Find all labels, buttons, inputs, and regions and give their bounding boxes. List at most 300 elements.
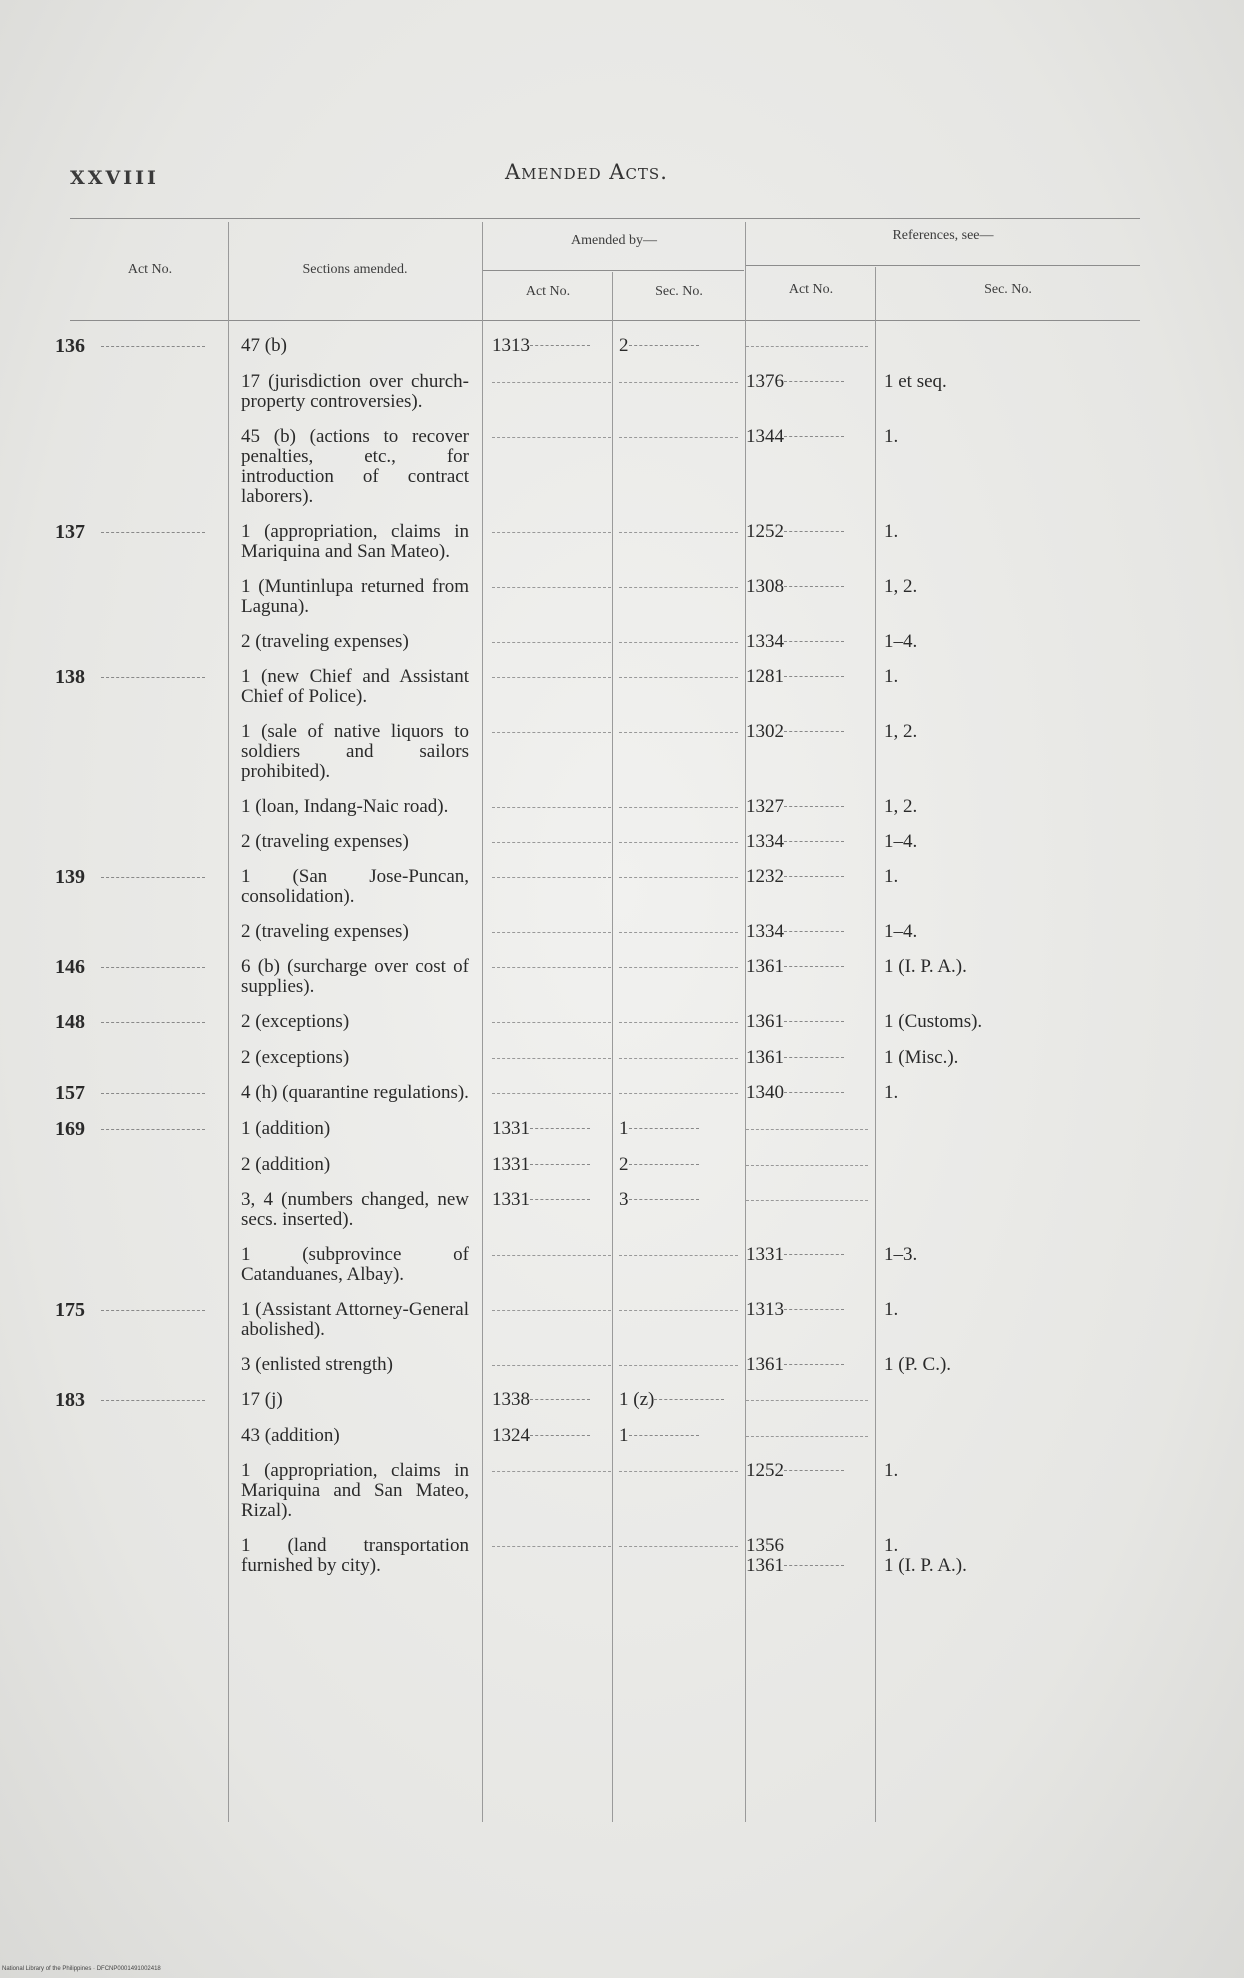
ref-sec-cell	[876, 1012, 1128, 1048]
ref-act-value: 1313	[746, 1299, 784, 1320]
amended-act-cell	[492, 867, 619, 922]
ref-sec-cell	[876, 1245, 1128, 1300]
ref-act-value: 1376	[746, 371, 784, 392]
amended-act-value: 1313	[492, 335, 530, 356]
leader-dots	[629, 1128, 699, 1129]
section-cell	[229, 372, 492, 427]
blank-leader	[619, 522, 738, 533]
ref-sec-cell	[876, 1536, 1128, 1591]
ref-sec-cell	[876, 632, 1128, 667]
leader-dots	[784, 1057, 844, 1058]
ref-act-cell	[746, 1048, 876, 1083]
table-row	[55, 1155, 1128, 1190]
section-cell	[229, 577, 492, 632]
leader-dots	[629, 1435, 699, 1436]
table-row	[55, 722, 1128, 797]
section-cell	[229, 667, 492, 722]
table-row	[55, 427, 1128, 522]
ref-sec-value: 1 (I. P. A.).	[884, 956, 967, 977]
ref-act-cell	[746, 632, 876, 667]
ref-sec-value: 1.	[884, 1460, 899, 1481]
table-body	[55, 336, 1128, 1591]
leader-dots	[629, 345, 699, 346]
section-cell	[229, 1536, 492, 1591]
ref-act-cell	[746, 832, 876, 867]
header-bottom-rule	[70, 320, 1140, 321]
amended-sec-cell	[619, 832, 746, 867]
leader-dots	[101, 346, 205, 347]
table-row	[55, 832, 1128, 867]
blank-leader	[746, 1190, 868, 1201]
blank-leader	[492, 1461, 611, 1472]
table-row	[55, 1048, 1128, 1083]
table-row	[55, 667, 1128, 722]
table-row	[55, 632, 1128, 667]
amended-sec-value: 3	[619, 1189, 629, 1210]
ref-sec-cell	[876, 1390, 1128, 1426]
leader-dots	[784, 966, 844, 967]
ref-act-value: 1281	[746, 666, 784, 687]
act-no-cell	[55, 1536, 229, 1591]
ref-sec-value: 1.	[884, 1299, 899, 1320]
section-cell	[229, 832, 492, 867]
blank-leader	[619, 1245, 738, 1256]
act-number: 139	[55, 866, 85, 888]
ref-act-value: 1302	[746, 721, 784, 742]
blank-leader	[492, 1083, 611, 1094]
leader-dots	[629, 1199, 699, 1200]
amended-sec-cell	[619, 336, 746, 372]
leader-dots	[784, 586, 844, 587]
leader-dots	[784, 676, 844, 677]
ref-act-cell	[746, 957, 876, 1012]
leader-dots	[784, 1254, 844, 1255]
amended-act-cell	[492, 1426, 619, 1461]
ref-sec-value: 1–4.	[884, 631, 918, 652]
act-no-cell	[55, 1190, 229, 1245]
blank-leader	[619, 1012, 738, 1023]
blank-leader	[492, 1245, 611, 1256]
amended-act-value: 1331	[492, 1118, 530, 1139]
section-text: 1 (Assistant Attorney-General abolished).	[241, 1299, 469, 1340]
page-number: XXVIII	[70, 167, 159, 189]
leader-dots	[784, 731, 844, 732]
blank-leader	[619, 577, 738, 588]
amended-sec-cell	[619, 1083, 746, 1119]
header-amended-sec-no: Sec. No.	[655, 284, 703, 299]
section-text: 17 (j)	[241, 1389, 283, 1410]
amended-act-cell	[492, 632, 619, 667]
section-text: 3 (enlisted strength)	[241, 1354, 393, 1375]
section-cell	[229, 957, 492, 1012]
amended-act-cell	[492, 1190, 619, 1245]
amended-act-cell	[492, 1119, 619, 1155]
ref-sec-value: 1.	[884, 1082, 899, 1103]
blank-leader	[619, 372, 738, 383]
table-row	[55, 372, 1128, 427]
amended-sec-cell	[619, 1190, 746, 1245]
amended-act-cell	[492, 1355, 619, 1390]
amended-sec-cell	[619, 1012, 746, 1048]
leader-dots	[101, 532, 205, 533]
ref-act-value: 1334	[746, 831, 784, 852]
ref-sec-value: 1.	[884, 866, 899, 887]
page-title-text: Amended Acts.	[505, 160, 668, 184]
section-cell	[229, 632, 492, 667]
amended-act-cell	[492, 336, 619, 372]
leader-dots	[784, 806, 844, 807]
section-text: 45 (b) (actions to recover penalties, etc., for introduction of contract laborers).	[241, 426, 469, 507]
blank-leader	[492, 1300, 611, 1311]
leader-dots	[101, 1310, 205, 1311]
ref-act-cell	[746, 522, 876, 577]
section-cell	[229, 1119, 492, 1155]
leader-dots	[784, 1565, 844, 1566]
table-top-rule	[70, 218, 1140, 219]
section-cell	[229, 1083, 492, 1119]
ref-act-value: 1356 1361	[746, 1535, 784, 1576]
blank-leader	[619, 867, 738, 878]
amended-act-cell	[492, 832, 619, 867]
ref-act-cell	[746, 336, 876, 372]
amended-sec-value: 2	[619, 1154, 629, 1175]
ref-act-cell	[746, 1119, 876, 1155]
act-no-cell	[55, 1083, 229, 1119]
section-text: 6 (b) (surcharge over cost of supplies).	[241, 956, 469, 997]
section-text: 2 (traveling expenses)	[241, 631, 409, 652]
ref-sec-cell	[876, 1190, 1128, 1245]
act-no-cell	[55, 922, 229, 957]
section-text: 2 (exceptions)	[241, 1011, 350, 1032]
act-no-cell	[55, 1245, 229, 1300]
section-cell	[229, 722, 492, 797]
leader-dots	[530, 1128, 590, 1129]
act-no-cell	[55, 667, 229, 722]
ref-sec-value: 1.	[884, 666, 899, 687]
ref-act-value: 1361	[746, 956, 784, 977]
amended-act-value: 1331	[492, 1189, 530, 1210]
amended-act-cell	[492, 797, 619, 832]
amended-act-cell	[492, 1155, 619, 1190]
amended-sec-cell	[619, 1300, 746, 1355]
blank-leader	[492, 797, 611, 808]
section-text: 1 (San Jose-Puncan, consolidation).	[241, 866, 469, 907]
section-text: 1 (sale of native liquors to soldiers and sailors prohibited).	[241, 721, 469, 782]
ref-sec-cell	[876, 957, 1128, 1012]
act-no-cell	[55, 797, 229, 832]
leader-dots	[101, 1129, 205, 1130]
act-number: 169	[55, 1118, 85, 1140]
leader-dots	[101, 1400, 205, 1401]
ref-sec-cell	[876, 1155, 1128, 1190]
blank-leader	[492, 667, 611, 678]
section-text: 1 (new Chief and Assistant Chief of Police).	[241, 666, 469, 707]
amended-sec-cell	[619, 922, 746, 957]
amended-sec-value: 2	[619, 335, 629, 356]
section-text: 2 (traveling expenses)	[241, 831, 409, 852]
amended-sec-cell	[619, 797, 746, 832]
act-no-cell	[55, 632, 229, 667]
leader-dots	[101, 1093, 205, 1094]
ref-act-cell	[746, 1300, 876, 1355]
ref-sec-cell	[876, 1300, 1128, 1355]
amended-sec-cell	[619, 1390, 746, 1426]
act-no-cell	[55, 1355, 229, 1390]
leader-dots	[784, 641, 844, 642]
section-cell	[229, 1355, 492, 1390]
act-no-cell	[55, 1155, 229, 1190]
amended-acts-table	[55, 336, 1128, 1591]
section-cell	[229, 867, 492, 922]
act-no-cell	[55, 1390, 229, 1426]
ref-act-cell	[746, 1245, 876, 1300]
amended-sec-value: 1 (z)	[619, 1389, 655, 1410]
ref-sec-value: 1 (Misc.).	[884, 1047, 959, 1068]
leader-dots	[784, 876, 844, 877]
ref-sec-cell	[876, 372, 1128, 427]
act-no-cell	[55, 1461, 229, 1536]
ref-act-value: 1252	[746, 1460, 784, 1481]
ref-sec-value: 1. 1 (I. P. A.).	[884, 1535, 967, 1576]
header-ref-sec-no: Sec. No.	[984, 282, 1032, 297]
section-cell	[229, 1012, 492, 1048]
blank-leader	[746, 1426, 868, 1437]
ref-sec-cell	[876, 1355, 1128, 1390]
blank-leader	[492, 427, 611, 438]
amended-sec-cell	[619, 522, 746, 577]
ref-act-cell	[746, 1426, 876, 1461]
act-no-cell	[55, 336, 229, 372]
ref-sec-cell	[876, 867, 1128, 922]
header-act-no: Act No.	[127, 262, 173, 277]
ref-act-value: 1340	[746, 1082, 784, 1103]
amended-act-cell	[492, 577, 619, 632]
leader-dots	[784, 931, 844, 932]
ref-act-cell	[746, 1083, 876, 1119]
amended-act-cell	[492, 522, 619, 577]
ref-act-value: 1361	[746, 1047, 784, 1068]
amended-sec-cell	[619, 667, 746, 722]
ref-act-value: 1331	[746, 1244, 784, 1265]
ref-act-value: 1344	[746, 426, 784, 447]
blank-leader	[619, 632, 738, 643]
blank-leader	[492, 372, 611, 383]
amended-sec-cell	[619, 1536, 746, 1591]
amended-act-cell	[492, 1012, 619, 1048]
section-text: 1 (appropriation, claims in Mariquina and San Mateo).	[241, 521, 469, 562]
act-no-cell	[55, 1119, 229, 1155]
ref-sec-cell	[876, 577, 1128, 632]
header-amended-by: Amended by—	[571, 233, 657, 248]
section-text: 1 (addition)	[241, 1118, 331, 1139]
leader-dots	[530, 1435, 590, 1436]
ref-sec-value: 1.	[884, 426, 899, 447]
blank-leader	[619, 832, 738, 843]
ref-sec-cell	[876, 797, 1128, 832]
leader-dots	[784, 381, 844, 382]
amended-sec-cell	[619, 1155, 746, 1190]
act-no-cell	[55, 372, 229, 427]
ref-sec-value: 1.	[884, 521, 899, 542]
blank-leader	[746, 1155, 868, 1166]
act-no-cell	[55, 1012, 229, 1048]
section-text: 1 (land transportation furnished by city).	[241, 1535, 469, 1576]
act-number: 148	[55, 1011, 85, 1033]
section-cell	[229, 1426, 492, 1461]
leader-dots	[101, 677, 205, 678]
ref-sec-cell	[876, 1461, 1128, 1536]
section-cell	[229, 1190, 492, 1245]
blank-leader	[619, 427, 738, 438]
ref-act-cell	[746, 667, 876, 722]
amended-by-rule	[482, 270, 744, 271]
leader-dots	[101, 967, 205, 968]
header-amended-act-no: Act No.	[525, 284, 571, 299]
act-number: 146	[55, 956, 85, 978]
ref-sec-cell	[876, 522, 1128, 577]
ref-act-value: 1361	[746, 1354, 784, 1375]
act-no-cell	[55, 867, 229, 922]
leader-dots	[784, 1021, 844, 1022]
blank-leader	[492, 1048, 611, 1059]
act-number: 157	[55, 1082, 85, 1104]
amended-act-cell	[492, 1048, 619, 1083]
ref-sec-cell	[876, 1083, 1128, 1119]
act-no-cell	[55, 1048, 229, 1083]
blank-leader	[492, 1536, 611, 1547]
table-row	[55, 1536, 1128, 1591]
act-number: 137	[55, 521, 85, 543]
section-text: 3, 4 (numbers changed, new secs. inserted).	[241, 1189, 469, 1230]
blank-leader	[619, 797, 738, 808]
blank-leader	[619, 1355, 738, 1366]
section-cell	[229, 1245, 492, 1300]
table-row	[55, 1300, 1128, 1355]
leader-dots	[101, 1022, 205, 1023]
ref-act-value: 1252	[746, 521, 784, 542]
amended-sec-cell	[619, 722, 746, 797]
library-footer: National Library of the Philippines · DFCNP0001491002418	[2, 1966, 161, 1972]
ref-act-cell	[746, 1461, 876, 1536]
amended-act-cell	[492, 957, 619, 1012]
ref-sec-cell	[876, 1048, 1128, 1083]
ref-act-cell	[746, 722, 876, 797]
section-cell	[229, 1461, 492, 1536]
leader-dots	[530, 345, 590, 346]
blank-leader	[492, 577, 611, 588]
leader-dots	[784, 436, 844, 437]
act-no-cell	[55, 577, 229, 632]
ref-act-value: 1334	[746, 921, 784, 942]
blank-leader	[619, 957, 738, 968]
section-cell	[229, 922, 492, 957]
page-title	[505, 160, 668, 184]
amended-sec-cell	[619, 1426, 746, 1461]
section-text: 43 (addition)	[241, 1425, 340, 1446]
section-text: 47 (b)	[241, 335, 287, 356]
blank-leader	[492, 522, 611, 533]
ref-sec-cell	[876, 832, 1128, 867]
table-row	[55, 1119, 1128, 1155]
table-row	[55, 1461, 1128, 1536]
blank-leader	[619, 1300, 738, 1311]
amended-act-cell	[492, 1536, 619, 1591]
ref-act-cell	[746, 1155, 876, 1190]
table-row	[55, 1426, 1128, 1461]
amended-sec-cell	[619, 1461, 746, 1536]
amended-act-cell	[492, 1390, 619, 1426]
section-text: 1 (loan, Indang-Naic road).	[241, 796, 449, 817]
blank-leader	[492, 1012, 611, 1023]
ref-act-value: 1361	[746, 1011, 784, 1032]
amended-sec-cell	[619, 427, 746, 522]
ref-act-value: 1232	[746, 866, 784, 887]
leader-dots	[530, 1199, 590, 1200]
amended-sec-cell	[619, 957, 746, 1012]
blank-leader	[619, 1083, 738, 1094]
header-references: References, see—	[892, 228, 994, 243]
section-cell	[229, 797, 492, 832]
ref-sec-value: 1 (P. C.).	[884, 1354, 952, 1375]
ref-act-cell	[746, 797, 876, 832]
section-cell	[229, 1155, 492, 1190]
blank-leader	[619, 922, 738, 933]
ref-sec-value: 1, 2.	[884, 576, 918, 597]
ref-sec-cell	[876, 1426, 1128, 1461]
ref-sec-cell	[876, 1119, 1128, 1155]
header-ref-act-no: Act No.	[788, 282, 834, 297]
act-no-cell	[55, 1300, 229, 1355]
section-text: 2 (exceptions)	[241, 1047, 350, 1068]
table-row	[55, 867, 1128, 922]
ref-sec-value: 1, 2.	[884, 721, 918, 742]
leader-dots	[101, 877, 205, 878]
ref-act-cell	[746, 427, 876, 522]
act-no-cell	[55, 832, 229, 867]
ref-act-cell	[746, 1536, 876, 1591]
act-no-cell	[55, 722, 229, 797]
amended-act-cell	[492, 1461, 619, 1536]
section-text: 1 (Muntinlupa returned from Laguna).	[241, 576, 469, 617]
leader-dots	[530, 1399, 590, 1400]
leader-dots	[784, 1309, 844, 1310]
ref-sec-cell	[876, 667, 1128, 722]
section-text: 2 (addition)	[241, 1154, 331, 1175]
act-no-cell	[55, 427, 229, 522]
amended-act-value: 1324	[492, 1425, 530, 1446]
ref-sec-cell	[876, 336, 1128, 372]
blank-leader	[492, 632, 611, 643]
blank-leader	[492, 922, 611, 933]
ref-sec-cell	[876, 427, 1128, 522]
table-row	[55, 797, 1128, 832]
amended-act-cell	[492, 722, 619, 797]
blank-leader	[746, 336, 868, 347]
amended-sec-cell	[619, 1119, 746, 1155]
amended-sec-value: 1	[619, 1118, 629, 1139]
table-row	[55, 1390, 1128, 1426]
amended-sec-cell	[619, 577, 746, 632]
blank-leader	[492, 722, 611, 733]
amended-act-value: 1338	[492, 1389, 530, 1410]
leader-dots	[784, 1364, 844, 1365]
act-number: 138	[55, 666, 85, 688]
ref-sec-value: 1–3.	[884, 1244, 918, 1265]
amended-sec-value: 1	[619, 1425, 629, 1446]
amended-act-cell	[492, 1083, 619, 1119]
blank-leader	[619, 667, 738, 678]
section-cell	[229, 336, 492, 372]
